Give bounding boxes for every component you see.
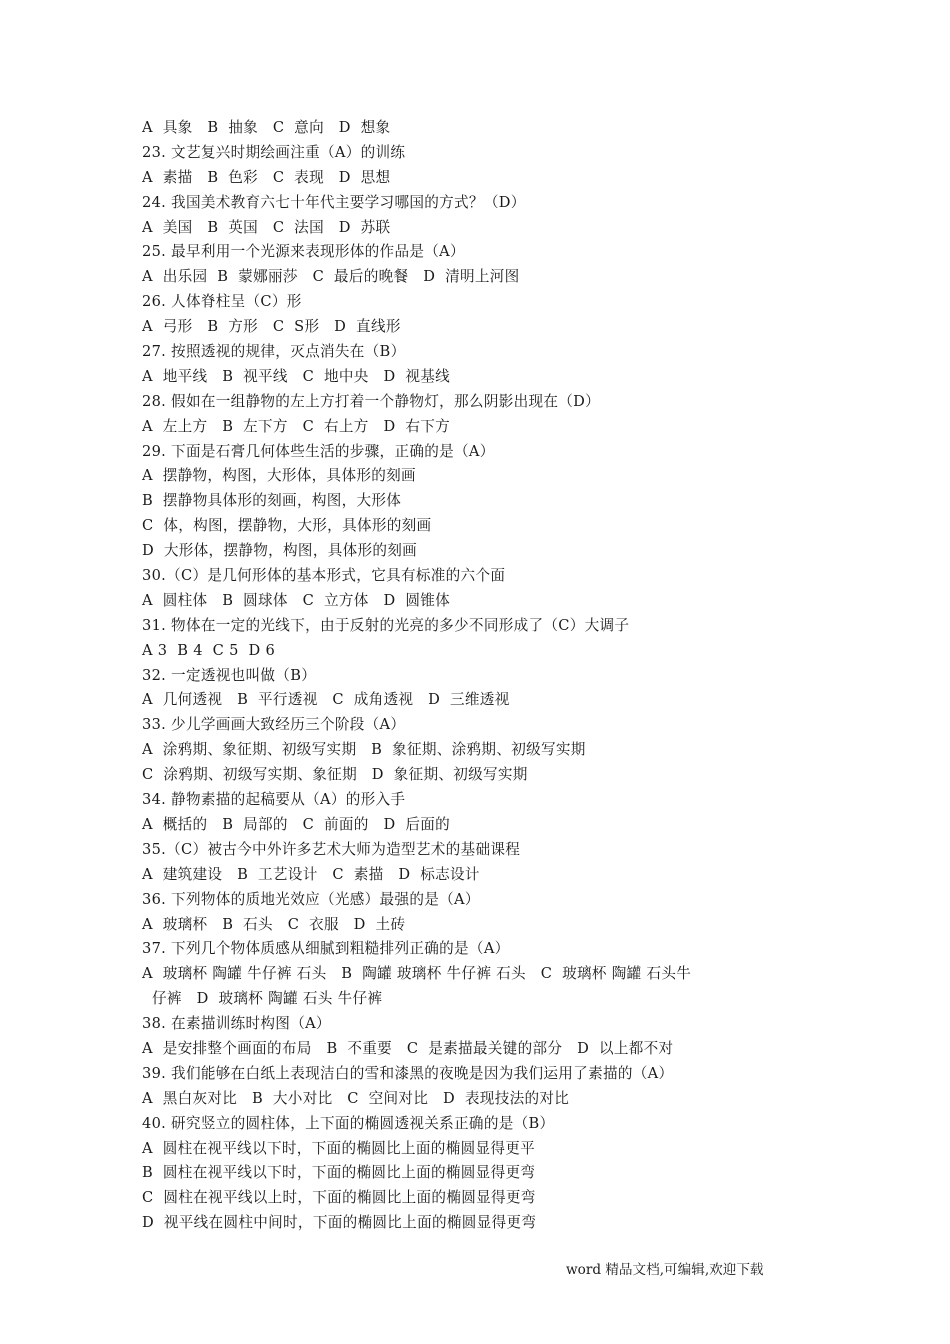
- text-line: 24. 我国美术教育六七十年代主要学习哪国的方式？（D）: [142, 193, 526, 211]
- text-line: A 涂鸦期、象征期、初级写实期 B 象征期、涂鸦期、初级写实期: [142, 741, 586, 759]
- question-list: [142, 116, 842, 1236]
- text-line: 35.（C）被古今中外许多艺术大师为造型艺术的基础课程: [142, 840, 521, 858]
- text-line: 34. 静物素描的起稿要从（A）的形入手: [142, 791, 406, 809]
- text-line: B 圆柱在视平线以下时，下面的椭圆比上面的椭圆显得更弯: [142, 1164, 536, 1182]
- text-line: A 美国 B 英国 C 法国 D 苏联: [142, 218, 391, 236]
- text-line: 28. 假如在一组静物的左上方打着一个静物灯，那么阴影出现在（D）: [142, 392, 601, 410]
- text-line: 仔裤 D 玻璃杯 陶罐 石头 牛仔裤: [152, 990, 383, 1008]
- text-line: 36. 下列物体的质地光效应（光感）最强的是（A）: [142, 890, 480, 908]
- text-line: A 是安排整个画面的布局 B 不重要 C 是素描最关键的部分 D 以上都不对: [142, 1039, 674, 1057]
- text-line: A 玻璃杯 陶罐 牛仔裤 石头 B 陶罐 玻璃杯 牛仔裤 石头 C 玻璃杯 陶罐 石头牛: [142, 965, 692, 983]
- text-line: C 圆柱在视平线以上时，下面的椭圆比上面的椭圆显得更弯: [142, 1189, 536, 1207]
- text-line: A 地平线 B 视平线 C 地中央 D 视基线: [142, 367, 451, 385]
- text-line: A 几何透视 B 平行透视 C 成角透视 D 三维透视: [142, 691, 510, 709]
- text-line: A 左上方 B 左下方 C 右上方 D 右下方: [142, 417, 451, 435]
- text-line: A 3 B 4 C 5 D 6: [142, 641, 276, 659]
- text-line: A 弓形 B 方形 C S形 D 直线形: [142, 318, 401, 336]
- text-line: A 圆柱在视平线以下时，下面的椭圆比上面的椭圆显得更平: [142, 1139, 536, 1157]
- text-line: 23. 文艺复兴时期绘画注重（A）的训练: [142, 143, 406, 161]
- text-line: A 圆柱体 B 圆球体 C 立方体 D 圆锥体: [142, 591, 451, 609]
- text-line: 26. 人体脊柱呈（C）形: [142, 293, 302, 311]
- text-line: 31. 物体在一定的光线下，由于反射的光亮的多少不同形成了（C）大调子: [142, 616, 630, 634]
- text-line: A 概括的 B 局部的 C 前面的 D 后面的: [142, 815, 451, 833]
- text-line: A 素描 B 色彩 C 表现 D 思想: [142, 168, 391, 186]
- text-line: A 黑白灰对比 B 大小对比 C 空间对比 D 表现技法的对比: [142, 1089, 570, 1107]
- text-line: D 视平线在圆柱中间时，下面的椭圆比上面的椭圆显得更弯: [142, 1214, 537, 1232]
- text-line: A 建筑建设 B 工艺设计 C 素描 D 标志设计: [142, 865, 480, 883]
- text-line: 27. 按照透视的规律，灭点消失在（B）: [142, 343, 406, 361]
- text-line: A 摆静物，构图，大形体，具体形的刻画: [142, 467, 416, 485]
- text-line: A 具象 B 抽象 C 意向 D 想象: [142, 119, 391, 136]
- text-line: 40. 研究竖立的圆柱体，上下面的椭圆透视关系正确的是（B）: [142, 1114, 555, 1132]
- page-footer: word 精品文档,可编辑,欢迎下载: [566, 1262, 764, 1278]
- text-line: C 涂鸦期、初级写实期、象征期 D 象征期、初级写实期: [142, 766, 528, 784]
- text-line: A 出乐园 B 蒙娜丽莎 C 最后的晚餐 D 清明上河图: [142, 268, 520, 286]
- text-line: D 大形体，摆静物，构图，具体形的刻画: [142, 542, 418, 560]
- text-line: 30.（C）是几何形体的基本形式，它具有标准的六个面: [142, 567, 506, 585]
- text-line: 33. 少儿学画画大致经历三个阶段（A）: [142, 716, 406, 734]
- text-line: 37. 下列几个物体质感从细腻到粗糙排列正确的是（A）: [142, 940, 510, 958]
- text-line: 32. 一定透视也叫做（B）: [142, 666, 317, 684]
- text-line: 39. 我们能够在白纸上表现洁白的雪和漆黑的夜晚是因为我们运用了素描的（A）: [142, 1064, 674, 1082]
- text-line: 25. 最早利用一个光源来表现形体的作品是（A）: [142, 243, 465, 261]
- text-line: C 体，构图，摆静物，大形，具体形的刻画: [142, 517, 432, 535]
- text-line: 38. 在素描训练时构图（A）: [142, 1015, 331, 1033]
- text-line: B 摆静物具体形的刻画，构图，大形体: [142, 492, 402, 510]
- text-line: 29. 下面是石膏几何体些生活的步骤，正确的是（A）: [142, 442, 495, 460]
- text-line: A 玻璃杯 B 石头 C 衣服 D 土砖: [142, 915, 406, 933]
